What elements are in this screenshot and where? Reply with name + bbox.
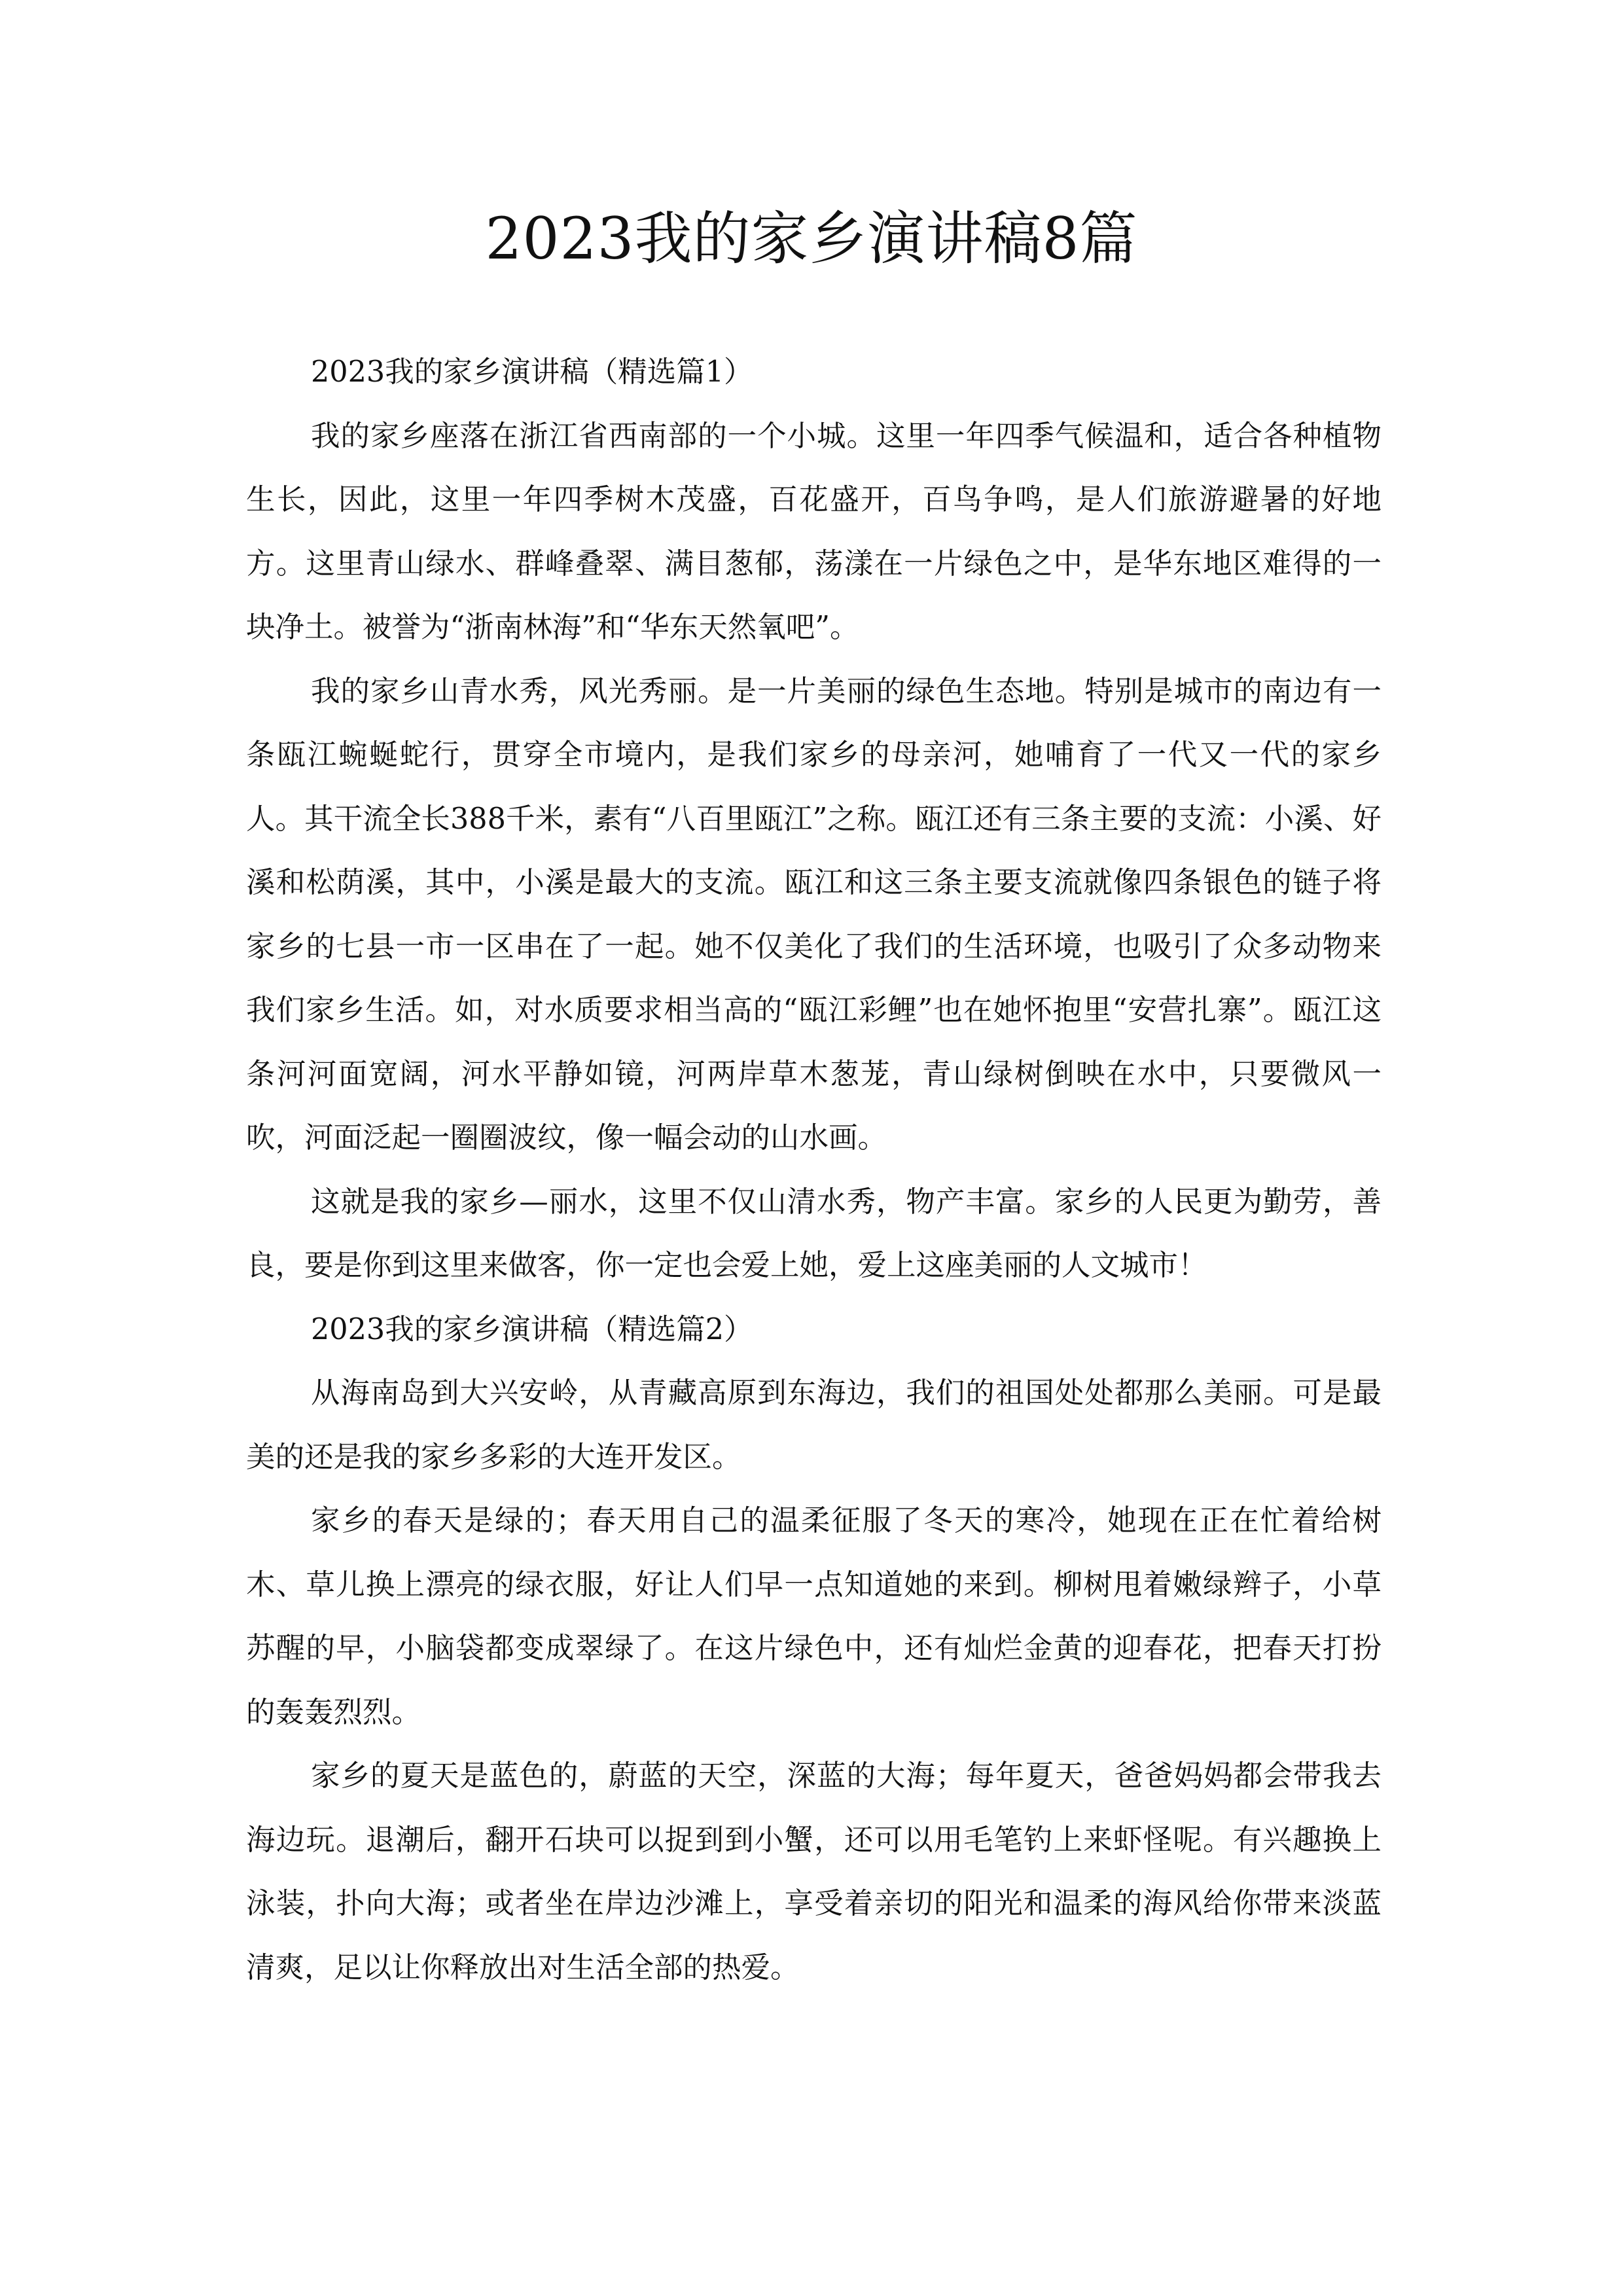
paragraph-5: 家乡的春天是绿的；春天用自己的温柔征服了冬天的寒冷，她现在正在忙着给树木、草儿换上漂亮的绿衣服，好让人们早一点知道她的来到。柳树甩着嫩绿辫子，小草苏醒的早，小脑袋都变成翠绿了。在这片绿色中，还有灿烂金黄的迎春花，把春天打扮的轰轰烈烈。 xyxy=(246,1504,1382,1729)
section-heading-1: 2023我的家乡演讲稿（精选篇1） xyxy=(311,355,753,389)
document-body xyxy=(246,340,1382,2000)
section-heading-2: 2023我的家乡演讲稿（精选篇2） xyxy=(311,1312,753,1346)
paragraph-2: 我的家乡山青水秀，风光秀丽。是一片美丽的绿色生态地。特别是城市的南边有一条瓯江蜿蜒蛇行，贯穿全市境内，是我们家乡的母亲河，她哺育了一代又一代的家乡人。其干流全长388千米，素有“八百里瓯江”之称。瓯江还有三条主要的支流：小溪、好溪和松荫溪，其中，小溪是最大的支流。瓯江和这三条主要支流就像四条银色的链子将家乡的七县一市一区串在了一起。她不仅美化了我们的生活环境，也吸引了众多动物来我们家乡生活。如，对水质要求相当高的“瓯江彩鲤”也在她怀抱里“安营扎寨”。瓯江这条河河面宽阔，河水平静如镜，河两岸草木葱茏，青山绿树倒映在水中，只要微风一吹，河面泛起一圈圈波纹，像一幅会动的山水画。 xyxy=(246,674,1382,1155)
paragraph-3: 这就是我的家乡—丽水，这里不仅山清水秀，物产丰富。家乡的人民更为勤劳，善良，要是你到这里来做客，你一定也会爱上她，爱上这座美丽的人文城市！ xyxy=(246,1185,1382,1282)
paragraph-6: 家乡的夏天是蓝色的，蔚蓝的天空，深蓝的大海；每年夏天，爸爸妈妈都会带我去海边玩。退潮后，翻开石块可以捉到到小蟹，还可以用毛笔钓上来虾怪呢。有兴趣换上泳装，扑向大海；或者坐在岸边沙滩上，享受着亲切的阳光和温柔的海风给你带来淡蓝清爽，足以让你释放出对生活全部的热爱。 xyxy=(246,1759,1382,1984)
paragraph-4: 从海南岛到大兴安岭，从青藏高原到东海边，我们的祖国处处都那么美丽。可是最美的还是我的家乡多彩的大连开发区。 xyxy=(246,1376,1382,1474)
paragraph-1: 我的家乡座落在浙江省西南部的一个小城。这里一年四季气候温和，适合各种植物生长，因此，这里一年四季树木茂盛，百花盛开，百鸟争鸣，是人们旅游避暑的好地方。这里青山绿水、群峰叠翠、满目葱郁，荡漾在一片绿色之中，是华东地区难得的一块净土。被誉为“浙南林海”和“华东天然氧吧”。 xyxy=(246,419,1382,644)
document-title: 2023我的家乡演讲稿8篇 xyxy=(485,205,1138,272)
